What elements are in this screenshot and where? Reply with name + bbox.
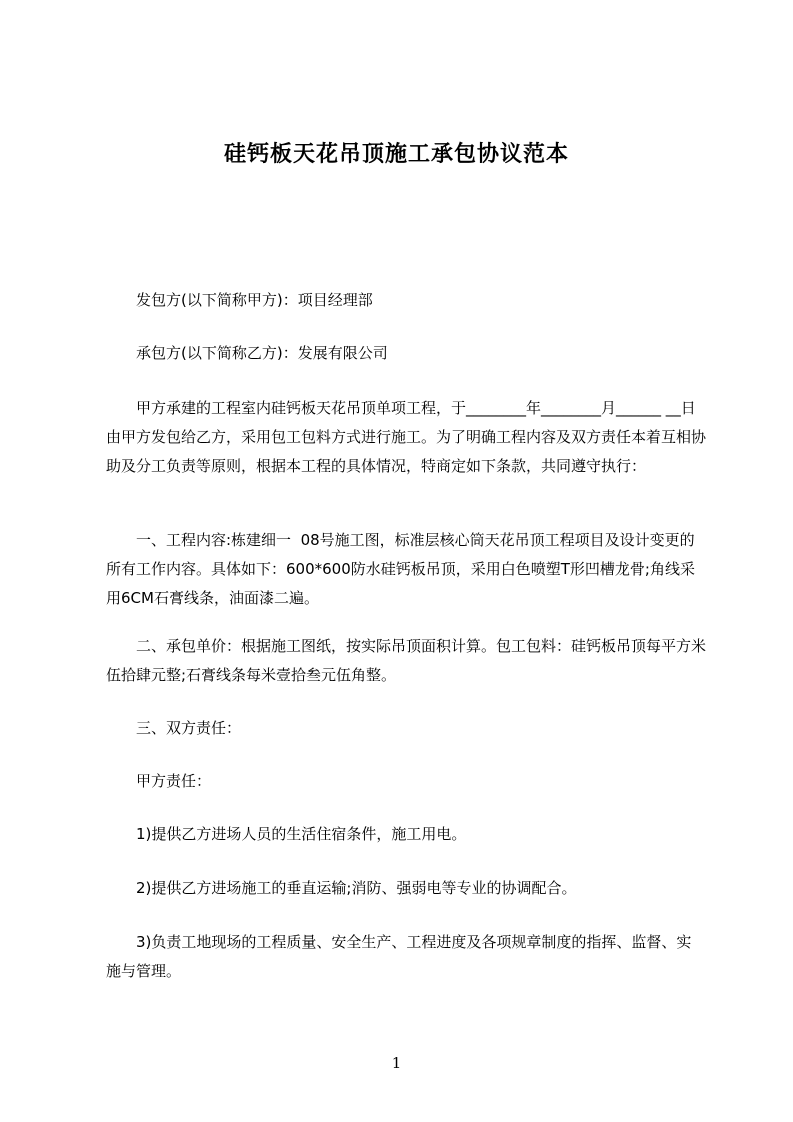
- party-a-duties-heading: 甲方责任：: [136, 772, 212, 790]
- document-title: 硅钙板天花吊顶施工承包协议范本: [223, 142, 569, 167]
- section-3-heading: 三、双方责任：: [136, 719, 242, 737]
- page-number: 1: [391, 1054, 402, 1072]
- duty-item-2: 2)提供乙方进场施工的垂直运输;消防、强弱电等专业的协调配合。: [136, 879, 577, 897]
- section-1-paragraph: 一、工程内容:栋建细一 08号施工图，标准层核心筒天花吊顶工程项目及设计变更的所有工作内容。具体如下：600*600防水硅钙板吊顶，采用白色喷塑T形凹槽龙骨;角线采用6CM石膏线条，油面漆二遍。: [106, 531, 695, 607]
- intro-paragraph: 甲方承建的工程室内硅钙板天花吊顶单项工程，于________年________月______ __日由甲方发包给乙方，采用包工包料方式进行施工。为了明确工程内容及双方责任本着互相协助及分工负责等原则，根据本工程的具体情况，特商定如下条款，共同遵守执行：: [106, 399, 707, 475]
- party-a-line: 发包方(以下简称甲方)：项目经理部: [136, 291, 373, 309]
- section-2-paragraph: 二、承包单价：根据施工图纸，按实际吊顶面积计算。包工包料：硅钙板吊顶每平方米伍拾肆元整;石膏线条每米壹拾叁元伍角整。: [106, 637, 707, 684]
- duty-item-3: 3)负责工地现场的工程质量、安全生产、工程进度及各项规章制度的指挥、监督、实施与管理。: [106, 933, 692, 980]
- party-b-line: 承包方(以下简称乙方)：发展有限公司: [136, 344, 388, 362]
- duty-item-1: 1)提供乙方进场人员的生活住宿条件，施工用电。: [136, 825, 467, 843]
